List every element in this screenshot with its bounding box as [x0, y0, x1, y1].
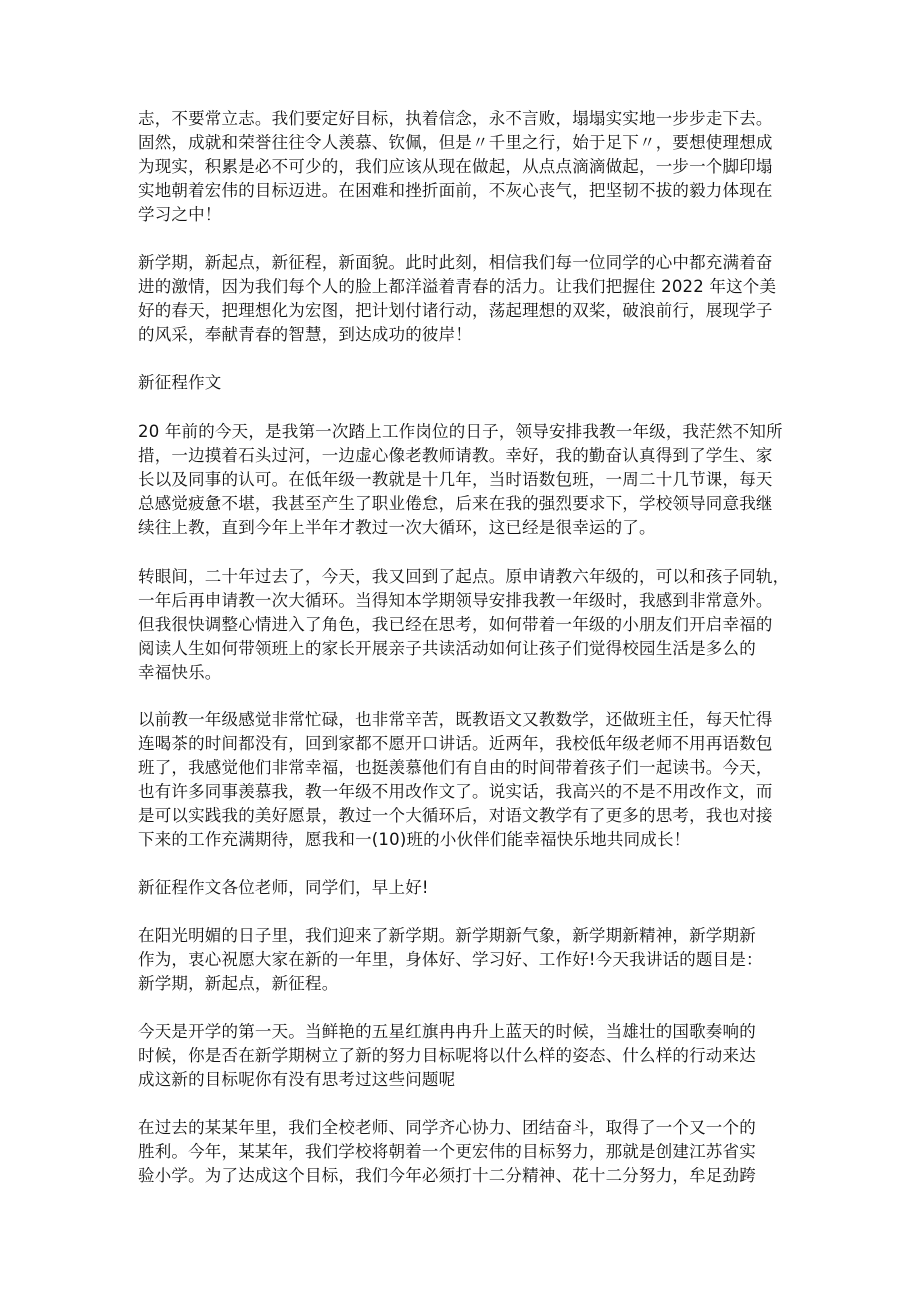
paragraph-4 [138, 565, 798, 685]
text-line: 成这新的目标呢你有没有思考过这些问题呢 [138, 1070, 456, 1089]
paragraph-5 [138, 708, 798, 852]
text-line: 转眼间，二十年过去了，今天，我又回到了起点。原申请教六年级的，可以和孩子同轨， [138, 567, 790, 586]
paragraph-6 [138, 924, 798, 996]
text-line: 20 年前的今天，是我第一次踏上工作岗位的日子，领导安排我教一年级，我茫然不知所 [138, 422, 783, 441]
text-line: 下来的工作充满期待，愿我和一(10)班的小伙伴们能幸福快乐地共同成长！ [138, 830, 691, 849]
text-line: 总感觉疲惫不堪，我甚至产生了职业倦怠，后来在我的强烈要求下，学校领导同意我继 [138, 494, 773, 513]
text-line: 但我很快调整心情进入了角色，我已经在思考，如何带着一年级的小朋友们开启幸福的 [138, 615, 773, 634]
text-line: 措，一边摸着石头过河，一边虚心像老教师请教。幸好，我的勤奋认真得到了学生、家 [138, 446, 773, 465]
text-line: 志，不要常立志。我们要定好目标，执着信念，永不言败，塌塌实实地一步步走下去。 [138, 109, 773, 128]
text-line: 阅读人生如何带领班上的家长开展亲子共读活动如何让孩子们觉得校园生活是多么的 [138, 639, 756, 658]
text-line: 幸福快乐。 [138, 663, 222, 682]
text-line: 在过去的某某年里，我们全校老师、同学齐心协力、团结奋斗，取得了一个又一个的 [138, 1118, 756, 1137]
text-line: 今天是开学的第一天。当鲜艳的五星红旗冉冉升上蓝天的时候，当雄壮的国歌奏响的 [138, 1022, 756, 1041]
paragraph-7 [138, 1020, 798, 1092]
text-line: 连喝茶的时间都没有，回到家都不愿开口讲话。近两年，我校低年级老师不用再语数包 [138, 734, 773, 753]
text-line: 的风采，奉献青春的智慧，到达成功的彼岸！ [138, 325, 472, 344]
text-line: 进的激情，因为我们每个人的脸上都洋溢着青春的活力。让我们把握住 2022 年这个美 [138, 277, 777, 296]
text-line: 胜利。今年，某某年，我们学校将朝着一个更宏伟的目标努力，那就是创建江苏省实 [138, 1142, 756, 1161]
text-line: 实地朝着宏伟的目标迈进。在困难和挫折面前，不灰心丧气，把坚韧不拔的毅力体现在 [138, 181, 773, 200]
greeting-line [138, 876, 798, 900]
text-line: 在阳光明媚的日子里，我们迎来了新学期。新学期新气象，新学期新精神，新学期新 [138, 926, 756, 945]
text-line: 学习之中！ [138, 205, 222, 224]
paragraph-3 [138, 420, 798, 540]
text-line: 新征程作文 [138, 373, 222, 392]
text-line: 验小学。为了达成这个目标，我们今年必须打十二分精神、花十二分努力，牟足劲跨 [138, 1166, 756, 1185]
text-line: 时候，你是否在新学期树立了新的努力目标呢将以什么样的姿态、什么样的行动来达 [138, 1046, 756, 1065]
text-line: 也有许多同事羡慕我，教一年级不用改作文了。说实话，我高兴的不是不用改作文，而 [138, 782, 773, 801]
text-line: 长以及同事的认可。在低年级一教就是十几年，当时语数包班，一周二十几节课，每天 [138, 470, 773, 489]
text-line: 班了，我感觉他们非常幸福，也挺羡慕他们有自由的时间带着孩子们一起读书。今天， [138, 758, 773, 777]
text-line: 以前教一年级感觉非常忙碌，也非常辛苦，既教语文又教数学，还做班主任，每天忙得 [138, 710, 773, 729]
text-line: 好的春天，把理想化为宏图，把计划付诸行动，荡起理想的双桨，破浪前行，展现学子 [138, 301, 773, 320]
paragraph-8 [138, 1116, 798, 1188]
text-line: 作为，衷心祝愿大家在新的一年里，身体好、学习好、工作好!今天我讲话的题目是： [138, 950, 763, 969]
text-line: 新征程作文各位老师，同学们，早上好! [138, 878, 429, 897]
text-line: 固然，成就和荣誉往往令人羡慕、钦佩，但是〃千里之行，始于足下〃，要想使理想成 [138, 133, 773, 152]
text-line: 是可以实践我的美好愿景，教过一个大循环后，对语文教学有了更多的思考，我也对接 [138, 806, 773, 825]
paragraph-1 [138, 107, 798, 227]
text-line: 续往上教，直到今年上半年才教过一次大循环，这已经是很幸运的了。 [138, 518, 656, 537]
text-line: 新学期，新起点，新征程。 [138, 974, 339, 993]
text-line: 新学期，新起点，新征程，新面貌。此时此刻，相信我们每一位同学的心中都充满着奋 [138, 253, 773, 272]
section-heading [138, 371, 798, 395]
paragraph-2 [138, 251, 798, 347]
text-line: 为现实，积累是必不可少的，我们应该从现在做起，从点点滴滴做起，一步一个脚印塌 [138, 157, 773, 176]
text-line: 一年后再申请教一次大循环。当得知本学期领导安排我教一年级时，我感到非常意外。 [138, 591, 773, 610]
